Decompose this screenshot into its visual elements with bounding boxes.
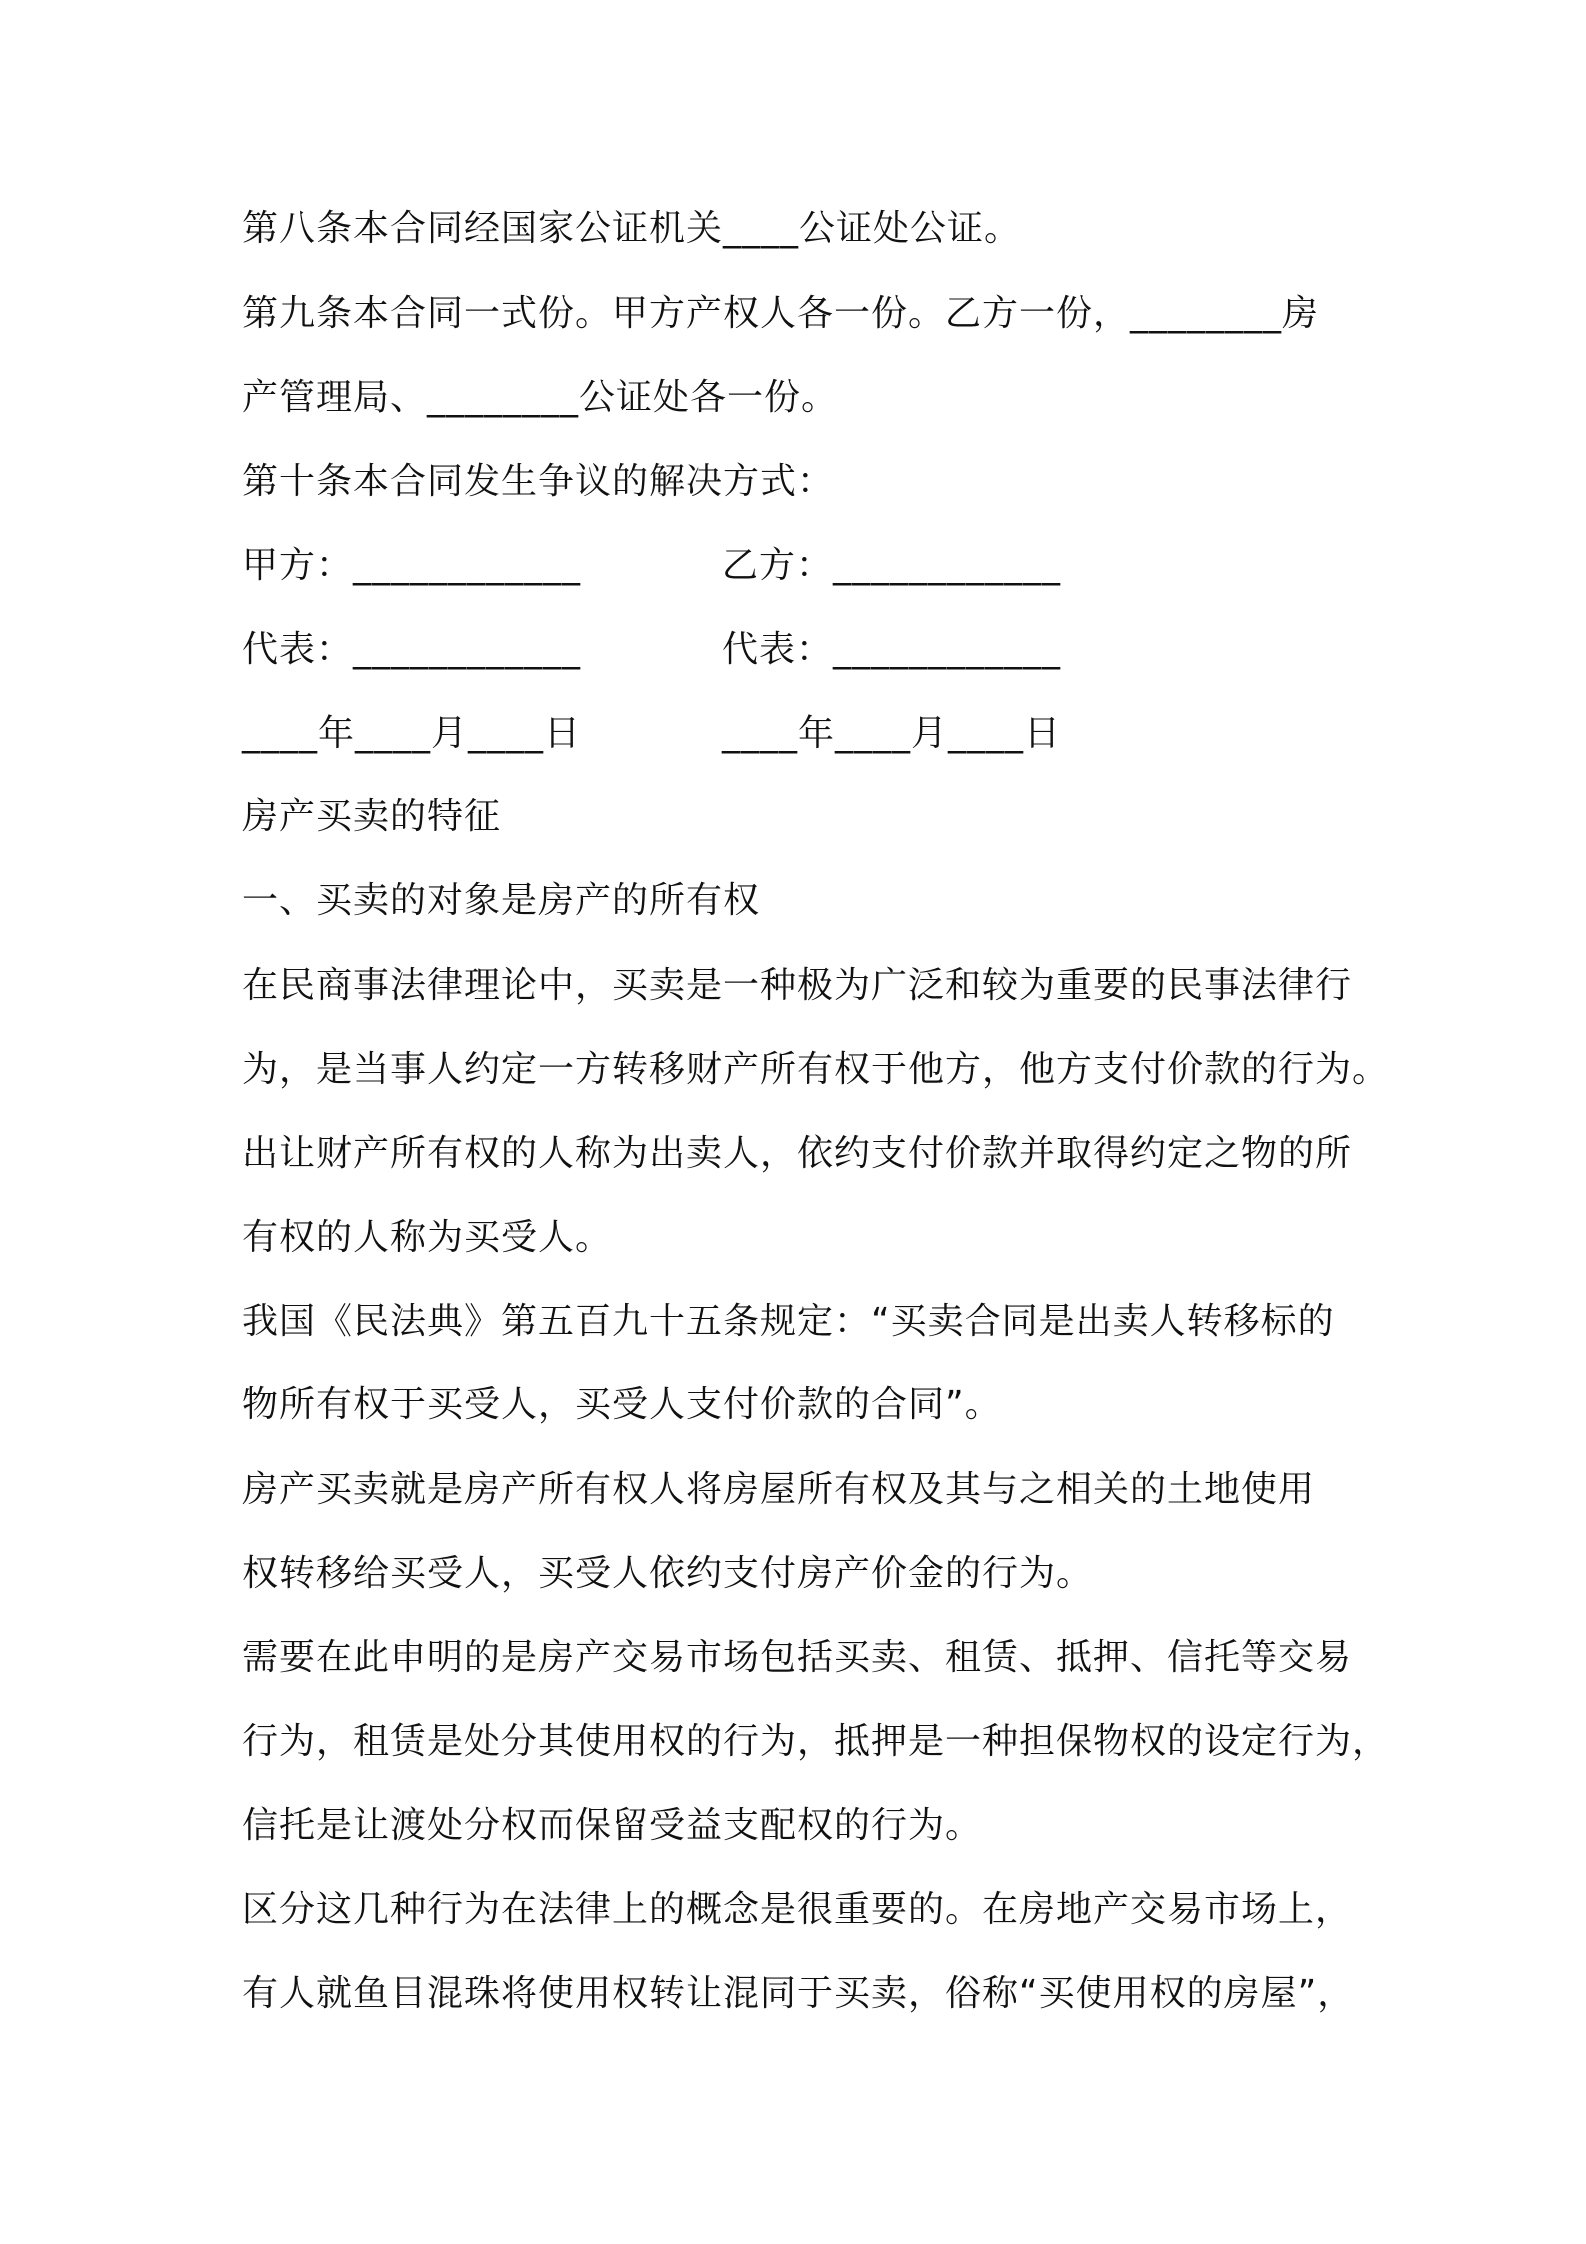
paragraph-line: 有权的人称为买受人。 bbox=[242, 1217, 613, 1258]
party-b-representative: 代表：____________ bbox=[722, 629, 1062, 670]
party-a-representative: 代表：____________ bbox=[242, 629, 582, 670]
party-b-signature: 乙方：____________ bbox=[722, 545, 1062, 586]
paragraph-line: 需要在此申明的是房产交易市场包括买卖、租赁、抵押、信托等交易 bbox=[242, 1637, 1353, 1678]
paragraph-line: 为，是当事人约定一方转移财产所有权于他方，他方支付价款的行为。 bbox=[242, 1049, 1390, 1090]
party-a-date: ____年____月____日 bbox=[242, 713, 582, 754]
paragraph-line: 在民商事法律理论中，买卖是一种极为广泛和较为重要的民事法律行 bbox=[242, 965, 1353, 1006]
article-8: 第八条本合同经国家公证机关____公证处公证。 bbox=[242, 208, 1022, 249]
article-9-line-2: 产管理局、________公证处各一份。 bbox=[242, 377, 839, 418]
paragraph-line: 物所有权于买受人，买受人支付价款的合同”。 bbox=[242, 1384, 1002, 1425]
party-b-date: ____年____月____日 bbox=[722, 713, 1062, 754]
subsection-title: 一、买卖的对象是房产的所有权 bbox=[242, 880, 761, 921]
article-9-line-1: 第九条本合同一式份。甲方产权人各一份。乙方一份，________房 bbox=[242, 293, 1320, 334]
paragraph-line: 我国《民法典》第五百九十五条规定：“买卖合同是出卖人转移标的 bbox=[242, 1301, 1335, 1342]
paragraph-line: 有人就鱼目混珠将使用权转让混同于买卖，俗称“买使用权的房屋”， bbox=[242, 1973, 1355, 2014]
paragraph-line: 行为，租赁是处分其使用权的行为，抵押是一种担保物权的设定行为， bbox=[242, 1721, 1390, 1762]
paragraph-line: 权转移给买受人，买受人依约支付房产价金的行为。 bbox=[242, 1553, 1094, 1594]
party-a-signature: 甲方：____________ bbox=[242, 545, 582, 586]
paragraph-line: 区分这几种行为在法律上的概念是很重要的。在房地产交易市场上， bbox=[242, 1889, 1353, 1930]
paragraph-line: 信托是让渡处分权而保留受益支配权的行为。 bbox=[242, 1805, 983, 1846]
paragraph-line: 房产买卖就是房产所有权人将房屋所有权及其与之相关的土地使用 bbox=[242, 1469, 1316, 1510]
section-title: 房产买卖的特征 bbox=[242, 796, 502, 837]
paragraph-line: 出让财产所有权的人称为出卖人，依约支付价款并取得约定之物的所 bbox=[242, 1133, 1353, 1174]
article-10: 第十条本合同发生争议的解决方式： bbox=[242, 461, 835, 502]
